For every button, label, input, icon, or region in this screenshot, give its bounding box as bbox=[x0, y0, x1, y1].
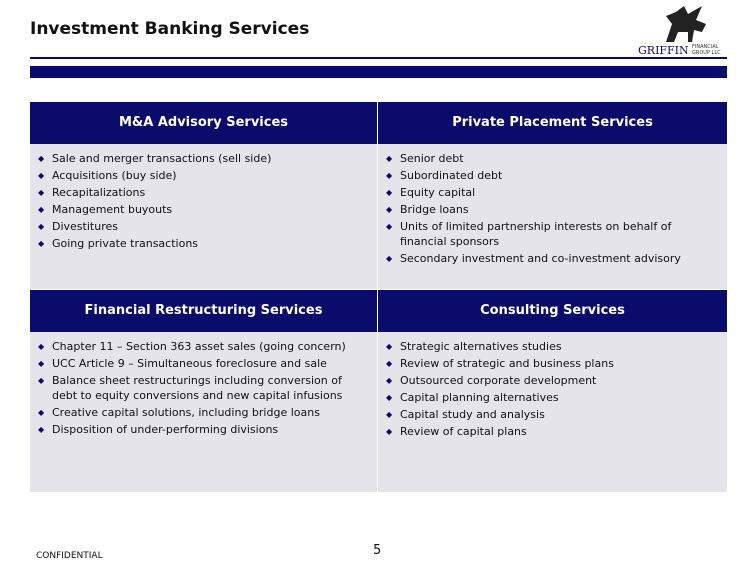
list-item: ◆ Units of limited partnership interests on behalf of financial sponsors bbox=[386, 219, 719, 249]
list-item: ◆ Review of capital plans bbox=[386, 424, 719, 439]
section-header: M&A Advisory Services bbox=[30, 101, 377, 144]
confidential-label: CONFIDENTIAL bbox=[36, 551, 103, 561]
header-rule bbox=[30, 57, 727, 59]
services-grid bbox=[30, 101, 727, 492]
svg-text:FINANCIAL: FINANCIAL bbox=[692, 44, 719, 50]
section-header: Financial Restructuring Services bbox=[30, 289, 377, 332]
list-item: ◆ Management buyouts bbox=[38, 202, 369, 217]
section-header: Consulting Services bbox=[378, 289, 727, 332]
list-item: ◆ Capital planning alternatives bbox=[386, 390, 719, 405]
list-item: ◆ Equity capital bbox=[386, 185, 719, 200]
section-body bbox=[378, 332, 727, 492]
list-item: ◆ Recapitalizations bbox=[38, 185, 369, 200]
list-item: ◆ Disposition of under-performing divisions bbox=[38, 422, 369, 437]
list-item: ◆ Strategic alternatives studies bbox=[386, 339, 719, 354]
header-bar bbox=[30, 66, 727, 78]
list-item: ◆ Outsourced corporate development bbox=[386, 373, 719, 388]
page-number: 5 bbox=[373, 543, 382, 558]
griffin-logo bbox=[636, 2, 730, 56]
list-item: ◆ Balance sheet restructurings including conversion of debt to equity conversions and new capital infusions bbox=[38, 373, 369, 403]
section-body bbox=[378, 144, 727, 289]
list-item: ◆ Capital study and analysis bbox=[386, 407, 719, 422]
svg-text:GROUP LLC: GROUP LLC bbox=[692, 50, 721, 56]
list-item: ◆ UCC Article 9 – Simultaneous foreclosure and sale bbox=[38, 356, 369, 371]
list-item: ◆ Bridge loans bbox=[386, 202, 719, 217]
section-body bbox=[30, 144, 377, 289]
section-body bbox=[30, 332, 377, 492]
list-item: ◆ Sale and merger transactions (sell side) bbox=[38, 151, 369, 166]
list-item: ◆ Going private transactions bbox=[38, 236, 369, 251]
list-item: ◆ Review of strategic and business plans bbox=[386, 356, 719, 371]
page-title: Investment Banking Services bbox=[30, 19, 310, 39]
svg-text:GRIFFIN: GRIFFIN bbox=[638, 44, 689, 56]
list-item: ◆ Senior debt bbox=[386, 151, 719, 166]
list-item: ◆ Divestitures bbox=[38, 219, 369, 234]
list-item: ◆ Chapter 11 – Section 363 asset sales (going concern) bbox=[38, 339, 369, 354]
list-item: ◆ Secondary investment and co-investment advisory bbox=[386, 251, 719, 266]
list-item: ◆ Acquisitions (buy side) bbox=[38, 168, 369, 183]
list-item: ◆ Creative capital solutions, including bridge loans bbox=[38, 405, 369, 420]
section-header: Private Placement Services bbox=[378, 101, 727, 144]
list-item: ◆ Subordinated debt bbox=[386, 168, 719, 183]
